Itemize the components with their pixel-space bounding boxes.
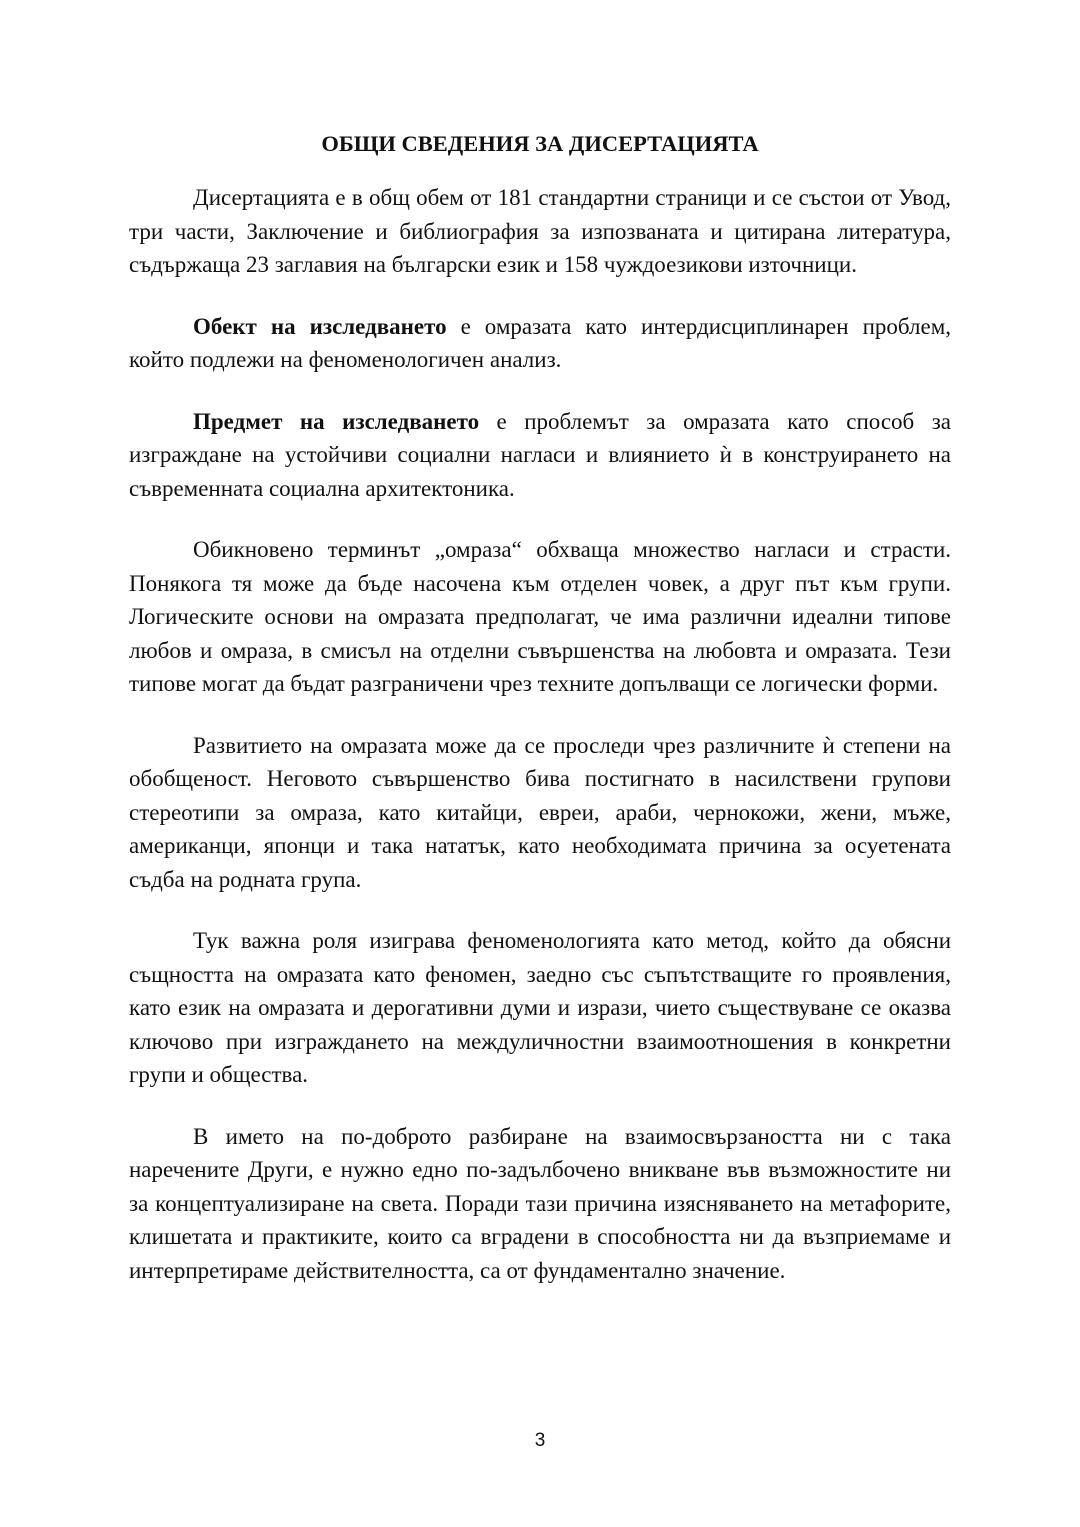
paragraph-subject [129,405,951,506]
paragraph-others: В името на по-доброто разбиране на взаимосвързаността ни с така наречените Други, е нужно едно по-задълбочено вникване във възможностите ни за концептуализиране на света. Поради тази причина изясняването на метафорите, клишетата и практиките, които са вградени в способността ни да възприемаме и интерпретираме действителността, са от фундаментално значение. [129,1123,951,1283]
paragraph-overview: Дисертацията е в общ обем от 181 стандартни страници и се състои от Увод, три части, Заключение и библиография за изпозваната и цитирана литература, съдържаща 23 заглавия на български език и 158 чуждоезикови източници. [129,185,951,277]
object-term: Обект на изследването [193,313,447,339]
paragraph-term-hatred: Обикновено терминът „омраза“ обхваща множество нагласи и страсти. Понякога тя може да бъде насочена към отделен човек, а друг път към групи. Логическите основи на омразата предполагат, че има различни идеални типове любов и омраза, в смисъл на отделни съвършенства на любовта и омразата. Тези типове могат да бъдат разграничени чрез техните допълващи се логически форми. [129,537,951,696]
subject-description: е проблемът за омразата като способ за изграждане на устойчиви социални нагласи и влиянието ѝ в конструирането на съвременната социална архитектоника. [129,408,951,501]
subject-term: Предмет на изследването [193,408,480,434]
section-heading: ОБЩИ СВЕДЕНИЯ ЗА ДИСЕРТАЦИЯТА [321,131,759,156]
object-description: е омразата като интердисциплинарен проблем, който подлежи на феноменологичен анализ. [129,313,951,372]
paragraph-development: Развитието на омразата може да се проследи чрез различните ѝ степени на обобщеност. Неговото съвършенство бива постигнато в насилствени групови стереотипи за омраза, като китайци, евреи, араби, чернокожи, жени, мъже, американци, японци и така нататък, като необходимата причина за осуетената съдба на родната група. [129,732,951,892]
paragraph-phenomenology: Тук важна роля изиграва феноменологията като метод, който да обясни същността на омразата като феномен, заедно със съпътстващите го проявления, като език на омразата и дерогативни думи и изрази, чието съществуване се оказва ключово при изграждането на междуличностни взаимоотношения в конкретни групи и общества. [129,928,951,1087]
paragraph-object [129,310,951,377]
page-content [129,128,951,1315]
page-number: 3 [534,1430,546,1451]
